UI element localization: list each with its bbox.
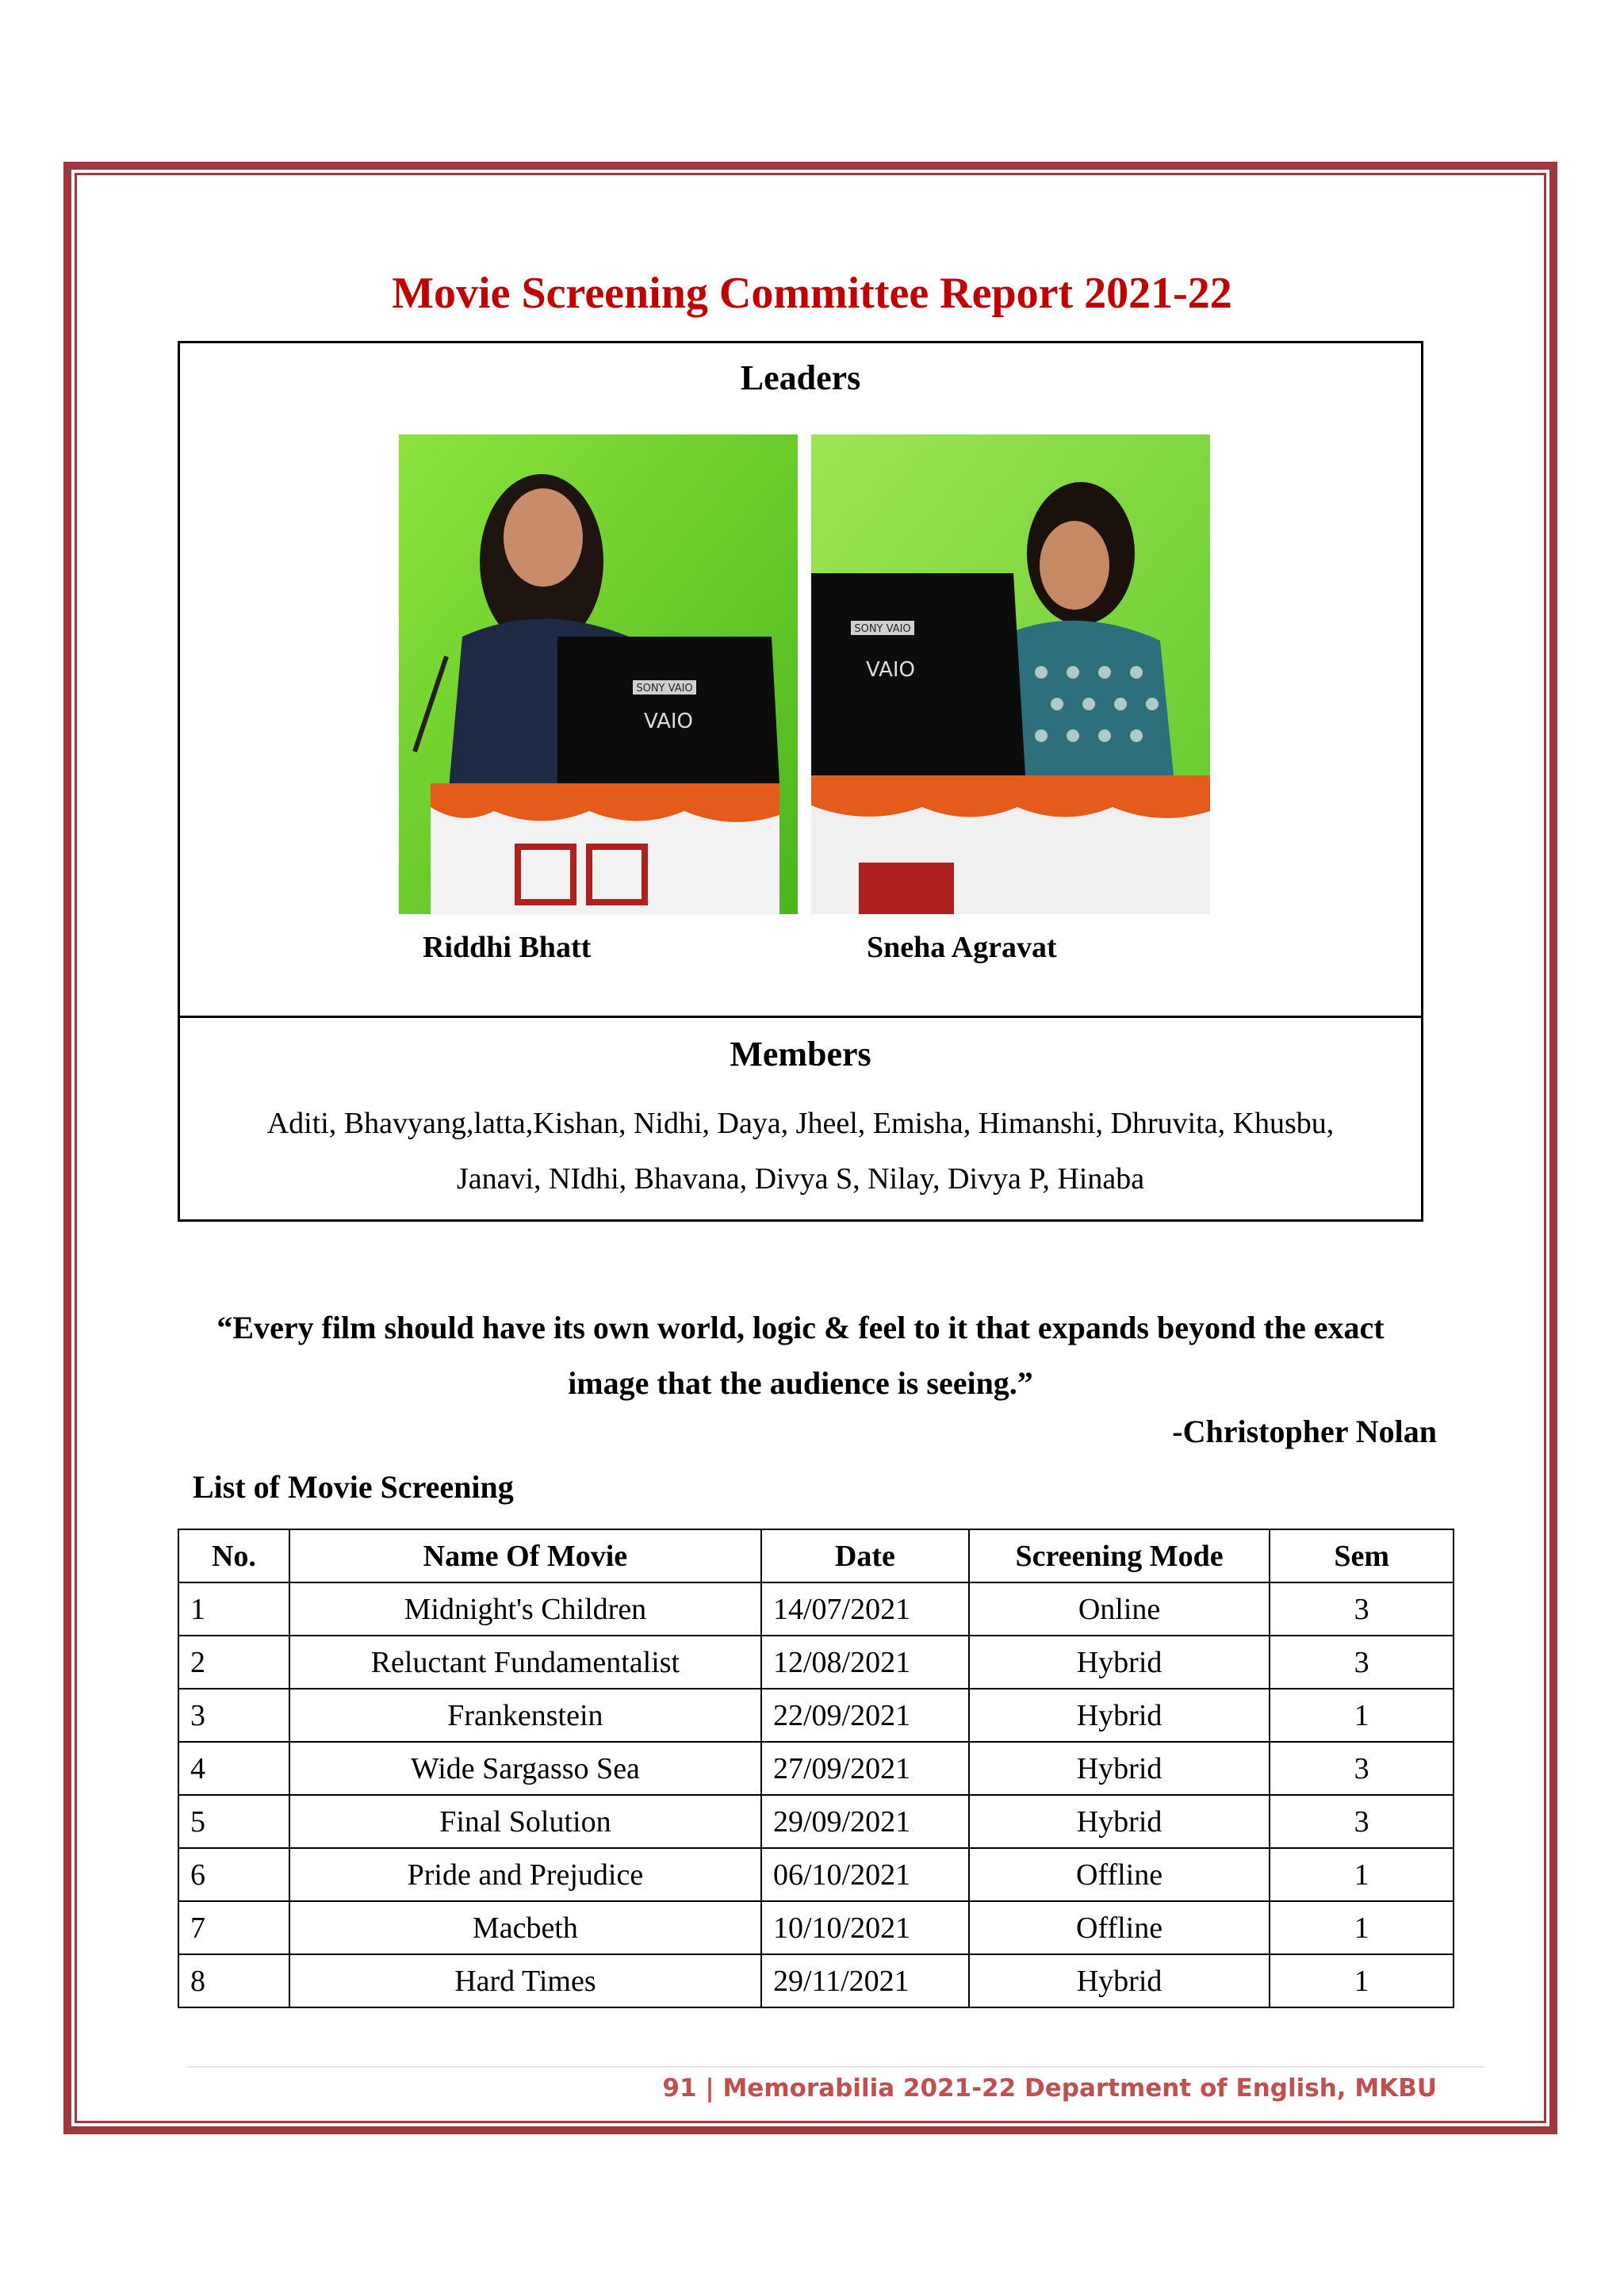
members-heading: Members — [730, 1035, 871, 1073]
leader-photo-riddhi-image — [399, 434, 798, 914]
cell-no: 2 — [178, 1636, 289, 1689]
cell-sem: 1 — [1270, 1901, 1454, 1954]
cell-no: 7 — [178, 1901, 289, 1954]
screening-table — [178, 1529, 1454, 2008]
laptop-badge-text: SONY VAIO — [854, 623, 911, 635]
cell-no: 3 — [178, 1689, 289, 1742]
cell-date: 14/07/2021 — [761, 1582, 969, 1636]
cell-mode: Offline — [969, 1901, 1270, 1954]
cell-mode: Online — [969, 1582, 1270, 1636]
quote-line-2: image that the audience is seeing.” — [568, 1365, 1033, 1401]
quote-text — [178, 1300, 1423, 1411]
table-row — [178, 1901, 1454, 1954]
cell-date: 22/09/2021 — [761, 1689, 969, 1742]
cell-name: Reluctant Fundamentalist — [289, 1636, 761, 1689]
cell-sem: 1 — [1270, 1954, 1454, 2007]
leader-photo-sneha-image — [811, 434, 1210, 914]
quote-line-1: “Every film should have its own world, logic & feel to it that expands beyond the exact — [216, 1310, 1385, 1345]
table-row — [178, 1636, 1454, 1689]
cell-sem: 3 — [1270, 1582, 1454, 1636]
column-header-date: Date — [761, 1529, 969, 1582]
footer-divider — [187, 2066, 1484, 2068]
column-header-sem: Sem — [1270, 1529, 1454, 1582]
leader-photo-riddhi — [399, 434, 798, 914]
table-row — [178, 1689, 1454, 1742]
page-title: Movie Screening Committee Report 2021-22 — [392, 269, 1232, 318]
cell-sem: 1 — [1270, 1689, 1454, 1742]
cell-no: 8 — [178, 1954, 289, 2007]
members-list — [204, 1096, 1397, 1207]
cell-sem: 3 — [1270, 1742, 1454, 1795]
page-footer: 91 | Memorabilia 2021-22 Department of English, MKBU — [662, 2074, 1437, 2103]
laptop-logo-text: VAIO — [865, 658, 916, 682]
column-header-no: No. — [178, 1529, 289, 1582]
column-header-mode: Screening Mode — [969, 1529, 1270, 1582]
table-row — [178, 1742, 1454, 1795]
leader-name-1: Riddhi Bhatt — [423, 931, 592, 964]
cell-no: 4 — [178, 1742, 289, 1795]
cell-mode: Hybrid — [969, 1795, 1270, 1848]
cell-no: 1 — [178, 1582, 289, 1636]
members-line-1: Aditi, Bhavyang,latta,Kishan, Nidhi, Daya, Jheel, Emisha, Himanshi, Dhruvita, Khusbu, — [266, 1107, 1335, 1140]
laptop-logo-text: VAIO — [643, 710, 694, 733]
leader-name-2: Sneha Agravat — [867, 931, 1057, 964]
laptop-badge-text: SONY VAIO — [636, 683, 693, 695]
cell-sem: 3 — [1270, 1795, 1454, 1848]
table-header-row — [178, 1529, 1454, 1582]
cell-mode: Offline — [969, 1848, 1270, 1901]
cell-date: 29/09/2021 — [761, 1795, 969, 1848]
screening-list-heading: List of Movie Screening — [193, 1469, 514, 1505]
cell-mode: Hybrid — [969, 1636, 1270, 1689]
cell-name: Final Solution — [289, 1795, 761, 1848]
cell-sem: 1 — [1270, 1848, 1454, 1901]
cell-name: Midnight's Children — [289, 1582, 761, 1636]
cell-no: 6 — [178, 1848, 289, 1901]
members-section — [178, 1016, 1423, 1222]
cell-date: 06/10/2021 — [761, 1848, 969, 1901]
cell-date: 27/09/2021 — [761, 1742, 969, 1795]
members-line-2: Janavi, NIdhi, Bhavana, Divya S, Nilay, Divya P, Hinaba — [456, 1162, 1145, 1196]
quote-author: -Christopher Nolan — [1172, 1414, 1437, 1449]
cell-name: Frankenstein — [289, 1689, 761, 1742]
table-row — [178, 1795, 1454, 1848]
cell-name: Pride and Prejudice — [289, 1848, 761, 1901]
cell-no: 5 — [178, 1795, 289, 1848]
table-row — [178, 1582, 1454, 1636]
cell-date: 29/11/2021 — [761, 1954, 969, 2007]
cell-date: 10/10/2021 — [761, 1901, 969, 1954]
cell-mode: Hybrid — [969, 1954, 1270, 2007]
leaders-section — [178, 341, 1423, 1018]
column-header-name: Name Of Movie — [289, 1529, 761, 1582]
cell-sem: 3 — [1270, 1636, 1454, 1689]
table-row — [178, 1848, 1454, 1901]
cell-date: 12/08/2021 — [761, 1636, 969, 1689]
leaders-heading: Leaders — [740, 358, 861, 397]
cell-name: Macbeth — [289, 1901, 761, 1954]
cell-name: Wide Sargasso Sea — [289, 1742, 761, 1795]
cell-mode: Hybrid — [969, 1689, 1270, 1742]
table-row — [178, 1954, 1454, 2007]
leader-photo-sneha — [811, 434, 1210, 914]
cell-name: Hard Times — [289, 1954, 761, 2007]
cell-mode: Hybrid — [969, 1742, 1270, 1795]
